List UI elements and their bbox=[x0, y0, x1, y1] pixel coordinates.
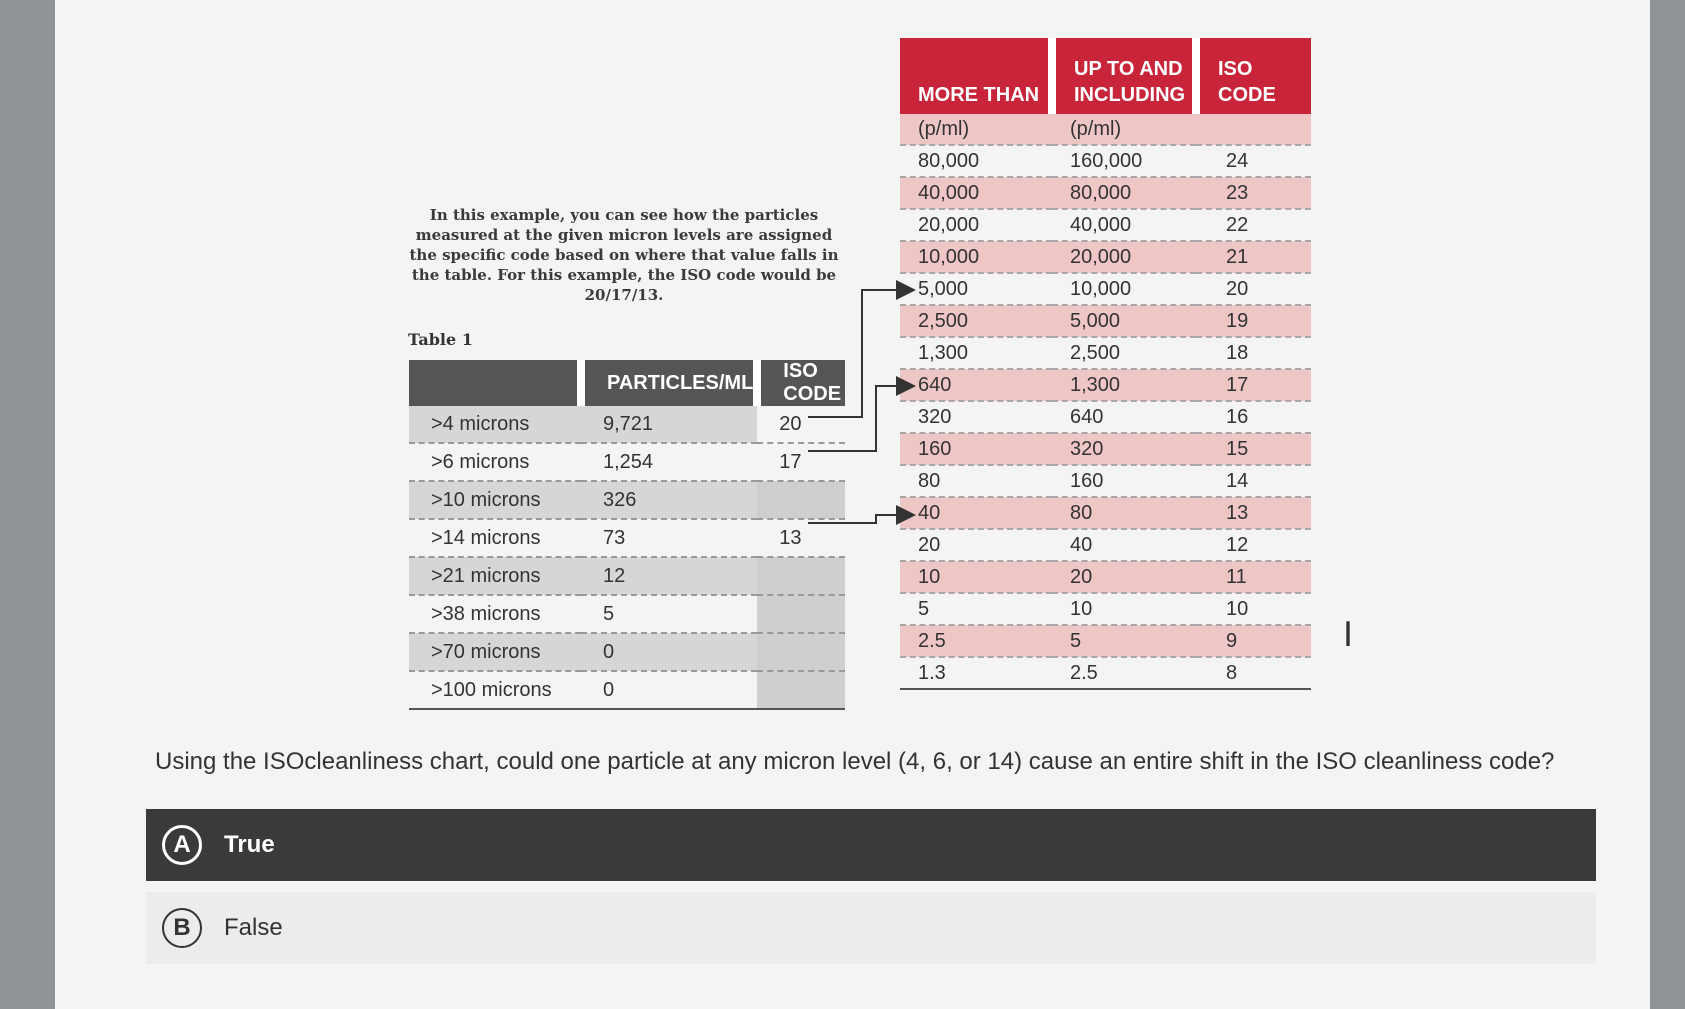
text-cursor-icon: I bbox=[1343, 615, 1354, 655]
more-than-value: 10 bbox=[900, 561, 1052, 593]
iso-row bbox=[900, 625, 1311, 657]
more-than-value: 640 bbox=[900, 369, 1052, 401]
up-to-value: 20,000 bbox=[1052, 241, 1196, 273]
up-to-value: 2,500 bbox=[1052, 337, 1196, 369]
iso-code-value: 21 bbox=[1196, 241, 1311, 273]
option-b-letter: B bbox=[162, 908, 202, 948]
up-to-value: 5,000 bbox=[1052, 305, 1196, 337]
example-explanation: In this example, you can see how the particles measured at the given micron levels are assigned the specific code based on where that value falls in the table. For this example, the ISO code would be 20/17/13. bbox=[409, 206, 839, 304]
iso-code-value: 14 bbox=[1196, 465, 1311, 497]
table1-label: Table 1 bbox=[408, 330, 473, 349]
iso-row bbox=[900, 177, 1311, 209]
table-row bbox=[409, 595, 845, 633]
header-iso-code: ISO CODE bbox=[1196, 38, 1311, 114]
table1-header-size bbox=[409, 360, 581, 406]
iso-code-value: 23 bbox=[1196, 177, 1311, 209]
up-to-value: 2.5 bbox=[1052, 657, 1196, 689]
more-than-value: 20,000 bbox=[900, 209, 1052, 241]
up-to-value: 1,300 bbox=[1052, 369, 1196, 401]
iso-row bbox=[900, 497, 1311, 529]
option-b-false[interactable] bbox=[146, 892, 1596, 964]
up-to-value: 80 bbox=[1052, 497, 1196, 529]
option-b-label: False bbox=[224, 914, 283, 941]
units-row bbox=[900, 114, 1311, 145]
table-row bbox=[409, 443, 845, 481]
micron-size: >70 microns bbox=[409, 633, 581, 671]
iso-code-value: 19 bbox=[1196, 305, 1311, 337]
up-to-value: 160 bbox=[1052, 465, 1196, 497]
iso-code-value: 8 bbox=[1196, 657, 1311, 689]
iso-value: 20 bbox=[757, 406, 845, 443]
iso-row bbox=[900, 209, 1311, 241]
micron-size: >4 microns bbox=[409, 406, 581, 443]
particle-count: 0 bbox=[581, 671, 757, 709]
more-than-value: 2,500 bbox=[900, 305, 1052, 337]
iso-value bbox=[757, 481, 845, 519]
table-row bbox=[409, 519, 845, 557]
more-than-value: 320 bbox=[900, 401, 1052, 433]
up-to-value: 320 bbox=[1052, 433, 1196, 465]
more-than-value: 2.5 bbox=[900, 625, 1052, 657]
option-a-letter: A bbox=[162, 825, 202, 865]
more-than-value: 80,000 bbox=[900, 145, 1052, 177]
iso-value bbox=[757, 595, 845, 633]
iso-value: 13 bbox=[757, 519, 845, 557]
table-row bbox=[409, 633, 845, 671]
up-to-value: 10,000 bbox=[1052, 273, 1196, 305]
iso-row bbox=[900, 369, 1311, 401]
header-more-than: MORE THAN bbox=[900, 38, 1052, 114]
iso-code-value: 18 bbox=[1196, 337, 1311, 369]
iso-row bbox=[900, 561, 1311, 593]
table1-header-iso: ISO CODE bbox=[757, 360, 845, 406]
more-than-value: 20 bbox=[900, 529, 1052, 561]
iso-code-chart bbox=[900, 38, 1311, 690]
particle-count: 0 bbox=[581, 633, 757, 671]
particle-count: 1,254 bbox=[581, 443, 757, 481]
particle-count: 73 bbox=[581, 519, 757, 557]
micron-size: >100 microns bbox=[409, 671, 581, 709]
unit-label: (p/ml) bbox=[1052, 114, 1196, 145]
micron-size: >21 microns bbox=[409, 557, 581, 595]
iso-code-value: 9 bbox=[1196, 625, 1311, 657]
iso-row bbox=[900, 465, 1311, 497]
iso-value bbox=[757, 557, 845, 595]
option-a-label: True bbox=[224, 831, 275, 858]
micron-size: >14 microns bbox=[409, 519, 581, 557]
micron-size: >10 microns bbox=[409, 481, 581, 519]
iso-value: 17 bbox=[757, 443, 845, 481]
more-than-value: 1,300 bbox=[900, 337, 1052, 369]
option-a-true[interactable] bbox=[146, 809, 1596, 881]
more-than-value: 1.3 bbox=[900, 657, 1052, 689]
more-than-value: 40,000 bbox=[900, 177, 1052, 209]
iso-code-value: 16 bbox=[1196, 401, 1311, 433]
iso-row bbox=[900, 305, 1311, 337]
more-than-value: 160 bbox=[900, 433, 1052, 465]
micron-size: >6 microns bbox=[409, 443, 581, 481]
up-to-value: 40 bbox=[1052, 529, 1196, 561]
iso-row bbox=[900, 657, 1311, 689]
iso-code-value: 13 bbox=[1196, 497, 1311, 529]
iso-value bbox=[757, 671, 845, 709]
up-to-value: 40,000 bbox=[1052, 209, 1196, 241]
table1-header-particles: PARTICLES/ML bbox=[581, 360, 757, 406]
iso-code-value: 24 bbox=[1196, 145, 1311, 177]
particle-count: 12 bbox=[581, 557, 757, 595]
table-row bbox=[409, 671, 845, 709]
more-than-value: 5,000 bbox=[900, 273, 1052, 305]
up-to-value: 160,000 bbox=[1052, 145, 1196, 177]
unit-label bbox=[1196, 114, 1311, 145]
table-row bbox=[409, 406, 845, 443]
iso-row bbox=[900, 337, 1311, 369]
table-row bbox=[409, 557, 845, 595]
iso-row bbox=[900, 145, 1311, 177]
iso-code-value: 22 bbox=[1196, 209, 1311, 241]
up-to-value: 20 bbox=[1052, 561, 1196, 593]
iso-row bbox=[900, 433, 1311, 465]
unit-label: (p/ml) bbox=[900, 114, 1052, 145]
particle-count: 5 bbox=[581, 595, 757, 633]
iso-code-value: 12 bbox=[1196, 529, 1311, 561]
more-than-value: 40 bbox=[900, 497, 1052, 529]
particle-count-table bbox=[409, 360, 845, 710]
up-to-value: 10 bbox=[1052, 593, 1196, 625]
more-than-value: 10,000 bbox=[900, 241, 1052, 273]
more-than-value: 80 bbox=[900, 465, 1052, 497]
up-to-value: 5 bbox=[1052, 625, 1196, 657]
iso-row bbox=[900, 529, 1311, 561]
header-up-to: UP TO AND INCLUDING bbox=[1052, 38, 1196, 114]
up-to-value: 640 bbox=[1052, 401, 1196, 433]
iso-row bbox=[900, 401, 1311, 433]
iso-code-value: 15 bbox=[1196, 433, 1311, 465]
particle-count: 9,721 bbox=[581, 406, 757, 443]
iso-code-value: 10 bbox=[1196, 593, 1311, 625]
iso-code-value: 11 bbox=[1196, 561, 1311, 593]
micron-size: >38 microns bbox=[409, 595, 581, 633]
iso-row bbox=[900, 593, 1311, 625]
more-than-value: 5 bbox=[900, 593, 1052, 625]
question-text: Using the ISOcleanliness chart, could one particle at any micron level (4, 6, or 14) cause an entire shift in the ISO cleanliness code? bbox=[155, 748, 1555, 775]
iso-code-value: 20 bbox=[1196, 273, 1311, 305]
iso-row bbox=[900, 273, 1311, 305]
table-row bbox=[409, 481, 845, 519]
particle-count: 326 bbox=[581, 481, 757, 519]
up-to-value: 80,000 bbox=[1052, 177, 1196, 209]
iso-row bbox=[900, 241, 1311, 273]
iso-value bbox=[757, 633, 845, 671]
iso-code-value: 17 bbox=[1196, 369, 1311, 401]
